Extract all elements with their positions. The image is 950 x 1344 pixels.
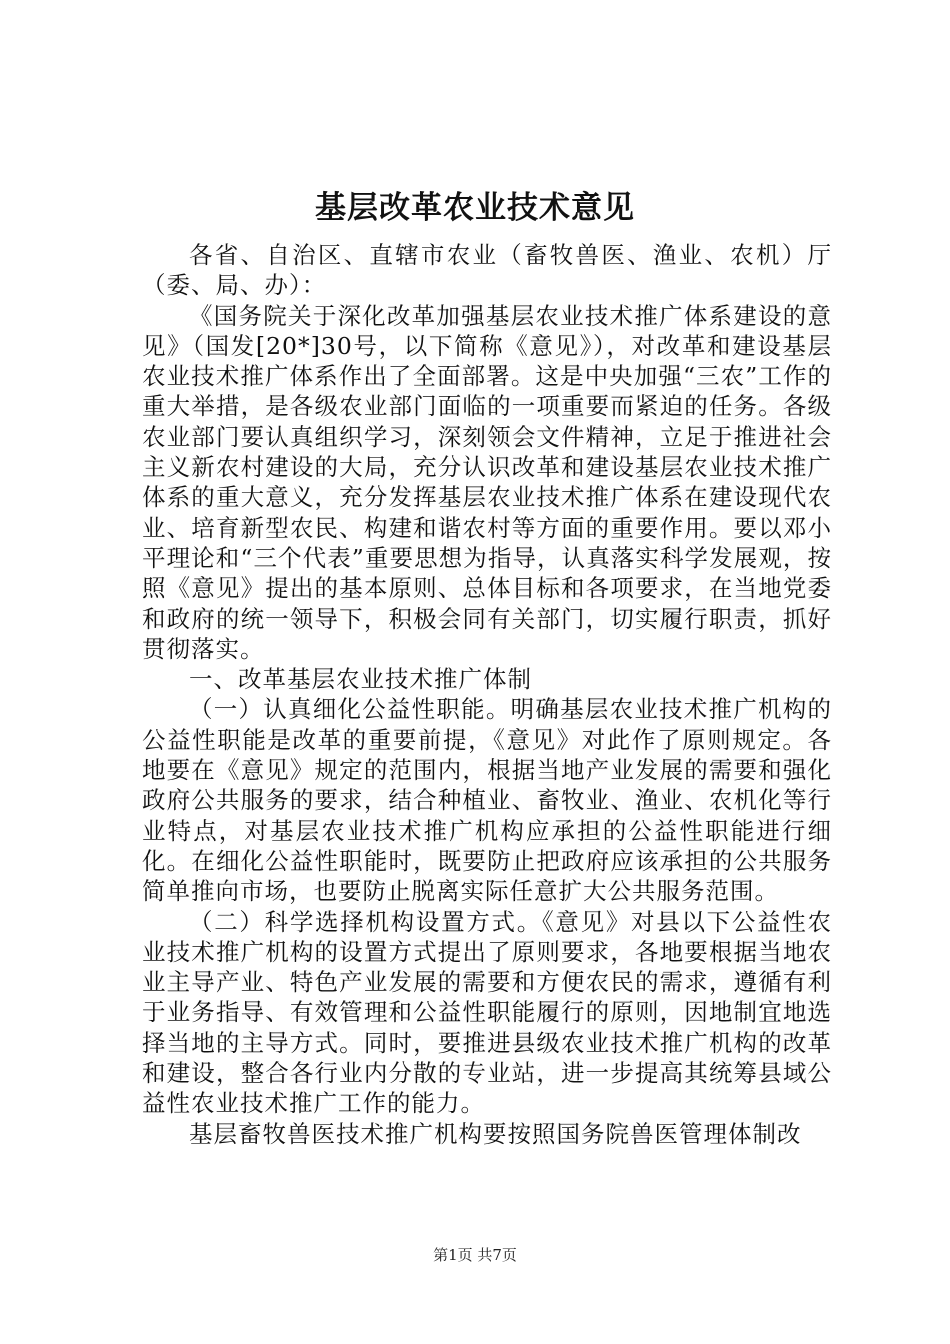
page-title: 基层改革农业技术意见 xyxy=(315,190,635,226)
paragraph-item-1: （一）认真细化公益性职能。明确基层农业技术推广机构的公益性职能是改革的重要前提，《意见》对此作了原则规定。各地要在《意见》规定的范围内，根据当地产业发展的需要和强化政府公共服务的要求，结合种植业、畜牧业、渔业、农机化等行业特点，对基层农业技术推广机构应承担的公益性职能进行细化。在细化公益性职能时，既要防止把政府应该承担的公共服务简单推向市场，也要防止脱离实际任意扩大公共服务范围。 xyxy=(142,695,832,906)
paragraph-intro: 《国务院关于深化改革加强基层农业技术推广体系建设的意见》（国发[20*]30号，以下简称《意见》），对改革和建设基层农业技术推广体系作出了全面部署。这是中央加强“三农”工作的重大举措，是各级农业部门面临的一项重要而紧迫的任务。各级农业部门要认真组织学习，深刻领会文件精神，立足于推进社会主义新农村建设的大局，充分认识改革和建设基层农业技术推广体系的重大意义，充分发挥基层农业技术推广体系在建设现代农业、培育新型农民、构建和谐农村等方面的重要作用。要以邓小平理论和“三个代表”重要思想为指导，认真落实科学发展观，按照《意见》提出的基本原则、总体目标和各项要求，在当地党委和政府的统一领导下，积极会同有关部门，切实履行职责，抓好贯彻落实。 xyxy=(142,301,832,663)
paragraph-continued: 基层畜牧兽医技术推广机构要按照国务院兽医管理体制改 xyxy=(189,1119,802,1148)
document-body xyxy=(142,240,832,1149)
paragraph-item-2: （二）科学选择机构设置方式。《意见》对县以下公益性农业技术推广机构的设置方式提出了原则要求，各地要根据当地农业主导产业、特色产业发展的需要和方便农民的需求，遵循有利于业务指导、有效管理和公益性职能履行的原则，因地制宜地选择当地的主导方式。同时，要推进县级农业技术推广机构的改革和建设，整合各行业内分散的专业站，进一步提高其统筹县域公益性农业技术推广工作的能力。 xyxy=(142,907,832,1118)
section-heading-1: 一、改革基层农业技术推广体制 xyxy=(189,665,532,694)
paragraph-salutation: 各省、自治区、直辖市农业（畜牧兽医、渔业、农机）厅（委、局、办）： xyxy=(142,241,832,300)
page-number: 第1页 共7页 xyxy=(433,1246,517,1264)
